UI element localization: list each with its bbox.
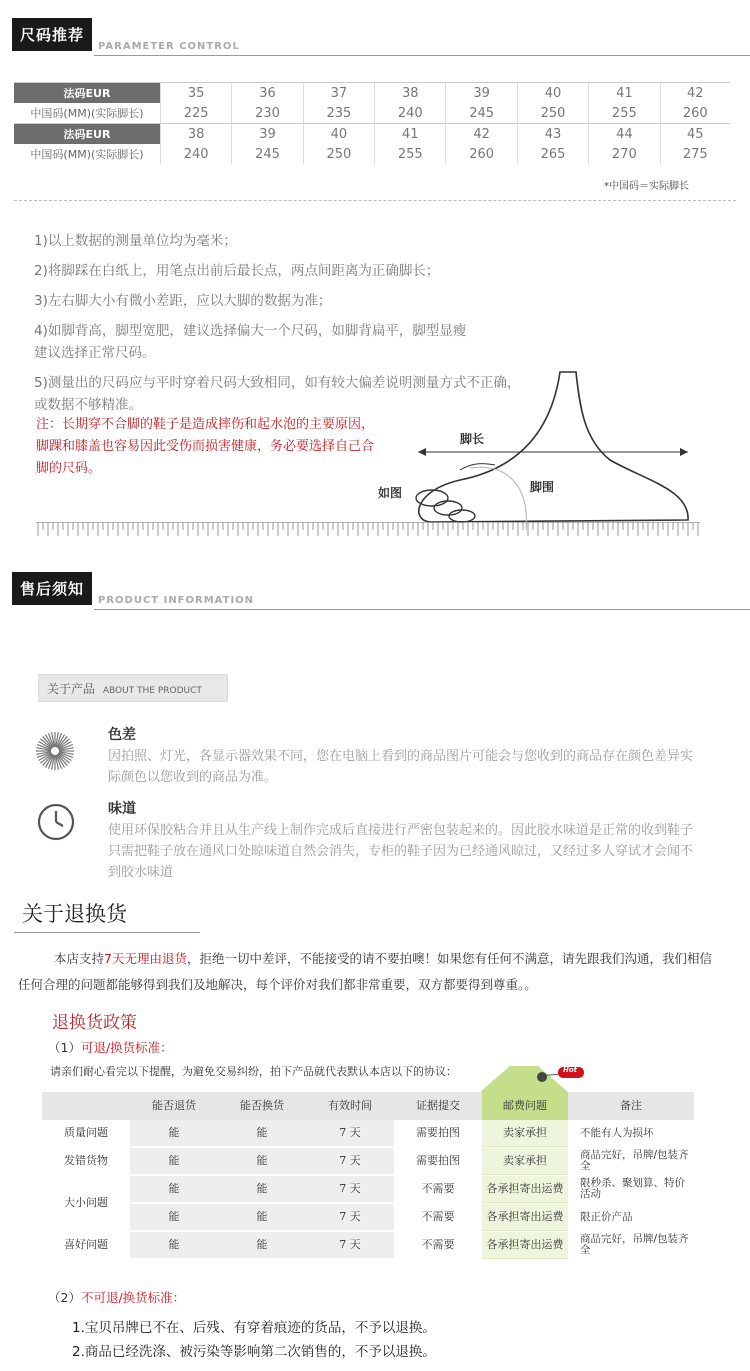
- policy-cell: 限正价产品: [568, 1204, 694, 1230]
- size-cell: 42: [660, 83, 730, 104]
- size-cell: 255: [375, 144, 446, 164]
- size-cell: 38: [161, 124, 232, 145]
- policy-header-cell: 能否换货: [240, 1099, 284, 1112]
- policy-cell: 需要拍图: [394, 1148, 482, 1174]
- size-cell: 260: [660, 103, 730, 124]
- size-cell: 250: [517, 103, 588, 124]
- policy-row-label: 发错货物: [64, 1154, 108, 1167]
- policy-intro: 请亲们耐心看完以下提醒，为避免交易纠纷，拍下产品就代表默认本店以下的协议：: [50, 1065, 457, 1078]
- returns-para-post: ，拒绝一切中差评，不能接受的请不要拍噢！如果您有任何不满意，请先跟我们沟通，我们相信任何合理的问题都能够得到我们及地解决，每个评价对我们都非常重要，双方都要得到尊重。。: [18, 951, 712, 992]
- size-cell: 40: [517, 83, 588, 104]
- sunburst-icon: [34, 730, 76, 772]
- size-cell: 275: [660, 144, 730, 164]
- policy-cell: 卖家承担: [482, 1120, 568, 1147]
- policy-row-label: 质量问题: [64, 1126, 108, 1139]
- policy-cell: 能: [218, 1232, 306, 1258]
- divider: [94, 55, 750, 56]
- size-cell: 42: [446, 124, 517, 145]
- policy-cell: 需要拍图: [394, 1120, 482, 1146]
- size-cell: 240: [375, 103, 446, 124]
- size-row-label: 中国码(MM)(实际脚长): [30, 107, 144, 120]
- std1-label: 可退/换货标准：: [80, 1040, 173, 1055]
- note-5: 5)测量出的尺码应与平时穿着尺码大致相同，如有较大偏差说明测量方式不正确， 或数据不够精准。: [34, 375, 521, 413]
- policy-cell: 能: [130, 1120, 218, 1146]
- policy-cell: 商品完好，吊牌/包装齐全: [568, 1232, 694, 1258]
- size-row: [14, 83, 730, 104]
- policy-header-cell: 备注: [620, 1099, 642, 1112]
- size-table: [14, 82, 730, 164]
- returns-para-highlight: 7天无理由退货: [104, 951, 187, 966]
- return-standard-heading: [48, 1038, 173, 1056]
- hot-label: Hot: [563, 1066, 578, 1074]
- about-product-en: ABOUT THE PRODUCT: [102, 686, 202, 696]
- size-cell: 37: [303, 83, 374, 104]
- policy-cell: 各承担寄出运费: [482, 1232, 568, 1259]
- policy-cell: 能: [130, 1176, 218, 1202]
- policy-cell: 7 天: [306, 1232, 394, 1258]
- size-cell: 41: [589, 83, 660, 104]
- size-section-header: [12, 16, 750, 56]
- std2-label: 不可退/换货标准：: [80, 1290, 186, 1305]
- policy-cell: 各承担寄出运费: [482, 1176, 568, 1203]
- policy-cell: 能: [218, 1120, 306, 1146]
- after-section-subtitle: PRODUCT INFORMATION: [98, 595, 255, 606]
- info-text-smell: 使用环保胶粘合并且从生产线上制作完成后直接进行严密包装起来的。因此胶水味道是正常的收到鞋子只需把鞋子放在通风口处晾味道自然会消失，专柜的鞋子因为已经通风晾过，又经过多人穿试才会闻不到胶水味道: [108, 823, 694, 880]
- after-section-header: [12, 570, 750, 610]
- size-cell: 245: [446, 103, 517, 124]
- size-cell: 39: [232, 124, 303, 145]
- about-product-cn: 关于产品: [47, 682, 96, 696]
- size-row: [14, 103, 730, 124]
- policy-header-cell: 有效时间: [328, 1099, 372, 1112]
- returns-paragraph: [18, 946, 718, 998]
- size-row-label: 法码EUR: [14, 83, 161, 104]
- policy-cell: 不需要: [394, 1232, 482, 1258]
- dashed-divider: [14, 200, 736, 201]
- returns-para-pre: 本店支持: [54, 951, 105, 966]
- size-cell: 240: [161, 144, 232, 164]
- after-section-tag: 售后须知: [12, 572, 92, 605]
- size-cell: 250: [303, 144, 374, 164]
- policy-cell: 商品完好，吊牌/包装齐全: [568, 1148, 694, 1174]
- ruler: [36, 522, 700, 542]
- policy-cell: 能: [130, 1232, 218, 1258]
- size-cell: 45: [660, 124, 730, 145]
- note-3: 3)左右脚大小有微小差距，应以大脚的数据为准；: [34, 293, 332, 309]
- size-row-label: 法码EUR: [14, 124, 161, 145]
- divider: [94, 609, 750, 610]
- size-note: *中国码＝实际脚长: [604, 181, 689, 192]
- size-cell: 265: [517, 144, 588, 164]
- policy-cell: 各承担寄出运费: [482, 1204, 568, 1231]
- size-cell: 245: [232, 144, 303, 164]
- size-cell: 39: [446, 83, 517, 104]
- size-cell: 230: [232, 103, 303, 124]
- rule-2: 2.商品已经洗涤、被污染等影响第二次销售的，不予以退换。: [72, 1344, 436, 1360]
- note-1: 1)以上数据的测量单位均为毫米；: [34, 233, 237, 249]
- size-cell: 44: [589, 124, 660, 145]
- nonreturn-standard-heading: [48, 1288, 185, 1306]
- size-row: [14, 144, 730, 164]
- std1-prefix: （1）: [48, 1040, 81, 1055]
- size-cell: 35: [161, 83, 232, 104]
- note-4: 4)如脚背高，脚型宽肥，建议选择偏大一个尺码，如脚背扁平，脚型显瘦 建议选择正常尺码。: [34, 323, 467, 361]
- policy-title: 退换货政策: [52, 1013, 137, 1033]
- size-cell: 255: [589, 103, 660, 124]
- policy-header-cell: 邮费问题: [482, 1092, 568, 1120]
- policy-cell: 7 天: [306, 1120, 394, 1146]
- policy-merged-label: 大小问题: [64, 1196, 108, 1209]
- size-cell: 38: [375, 83, 446, 104]
- info-title-color: 色差: [108, 727, 136, 743]
- size-row-label: 中国码(MM)(实际脚长): [30, 148, 144, 161]
- policy-cell: 能: [218, 1148, 306, 1174]
- policy-cell: 7 天: [306, 1148, 394, 1174]
- size-section-tag: 尺码推荐: [12, 18, 92, 51]
- size-cell: 40: [303, 124, 374, 145]
- policy-header-cell: 能否退货: [152, 1099, 196, 1112]
- size-section-subtitle: PARAMETER CONTROL: [98, 41, 240, 52]
- foot-illustration: [370, 370, 710, 530]
- size-cell: 235: [303, 103, 374, 124]
- policy-header-row: [42, 1092, 694, 1120]
- size-cell: 41: [375, 124, 446, 145]
- fit-warning: 注：长期穿不合脚的鞋子是造成摔伤和起水泡的主要原因，脚踝和膝盖也容易因此受伤而损害健康，务必要选择自己合脚的尺码。: [36, 417, 375, 476]
- policy-cell: 限秒杀、聚划算、特价活动: [568, 1176, 694, 1202]
- policy-cell: 7 天: [306, 1204, 394, 1230]
- policy-cell: 能: [218, 1204, 306, 1230]
- std2-prefix: （2）: [48, 1290, 81, 1305]
- policy-row: [42, 1176, 694, 1202]
- size-cell: 225: [161, 103, 232, 124]
- policy-cell: 能: [130, 1204, 218, 1230]
- size-cell: 43: [517, 124, 588, 145]
- foot-example-label: 如图: [378, 486, 403, 500]
- foot-length-label: 脚长: [460, 432, 485, 446]
- returns-title: 关于退换货: [22, 902, 127, 926]
- rule-1: 1.宝贝吊牌已不在、后残、有穿着痕迹的货品，不予以退换。: [72, 1320, 436, 1336]
- policy-cell: 能: [130, 1148, 218, 1174]
- size-row: [14, 124, 730, 145]
- divider: [14, 932, 200, 933]
- size-cell: 36: [232, 83, 303, 104]
- policy-header-cell: 证据提交: [416, 1099, 460, 1112]
- policy-row: [42, 1204, 694, 1230]
- about-product-box: [38, 674, 228, 702]
- policy-row: [42, 1120, 694, 1146]
- size-cell: 270: [589, 144, 660, 164]
- policy-row: [42, 1232, 694, 1258]
- note-2: 2)将脚踩在白纸上，用笔点出前后最长点，两点间距离为正确脚长；: [34, 263, 440, 279]
- policy-cell: 不能有人为损坏: [568, 1120, 694, 1146]
- policy-cell: 卖家承担: [482, 1148, 568, 1175]
- info-title-smell: 味道: [108, 801, 136, 817]
- size-cell: 260: [446, 144, 517, 164]
- policy-cell: 不需要: [394, 1204, 482, 1230]
- policy-cell: 7 天: [306, 1176, 394, 1202]
- policy-cell: 不需要: [394, 1176, 482, 1202]
- foot-girth-label: 脚围: [530, 480, 555, 494]
- clock-icon: [36, 802, 76, 842]
- policy-cell: 能: [218, 1176, 306, 1202]
- policy-row-label: 喜好问题: [64, 1238, 108, 1251]
- policy-row: [42, 1148, 694, 1174]
- info-text-color: 因拍照、灯光，各显示器效果不同，您在电脑上看到的商品图片可能会与您收到的商品存在颜色差异实际颜色以您收到的商品为准。: [108, 749, 694, 785]
